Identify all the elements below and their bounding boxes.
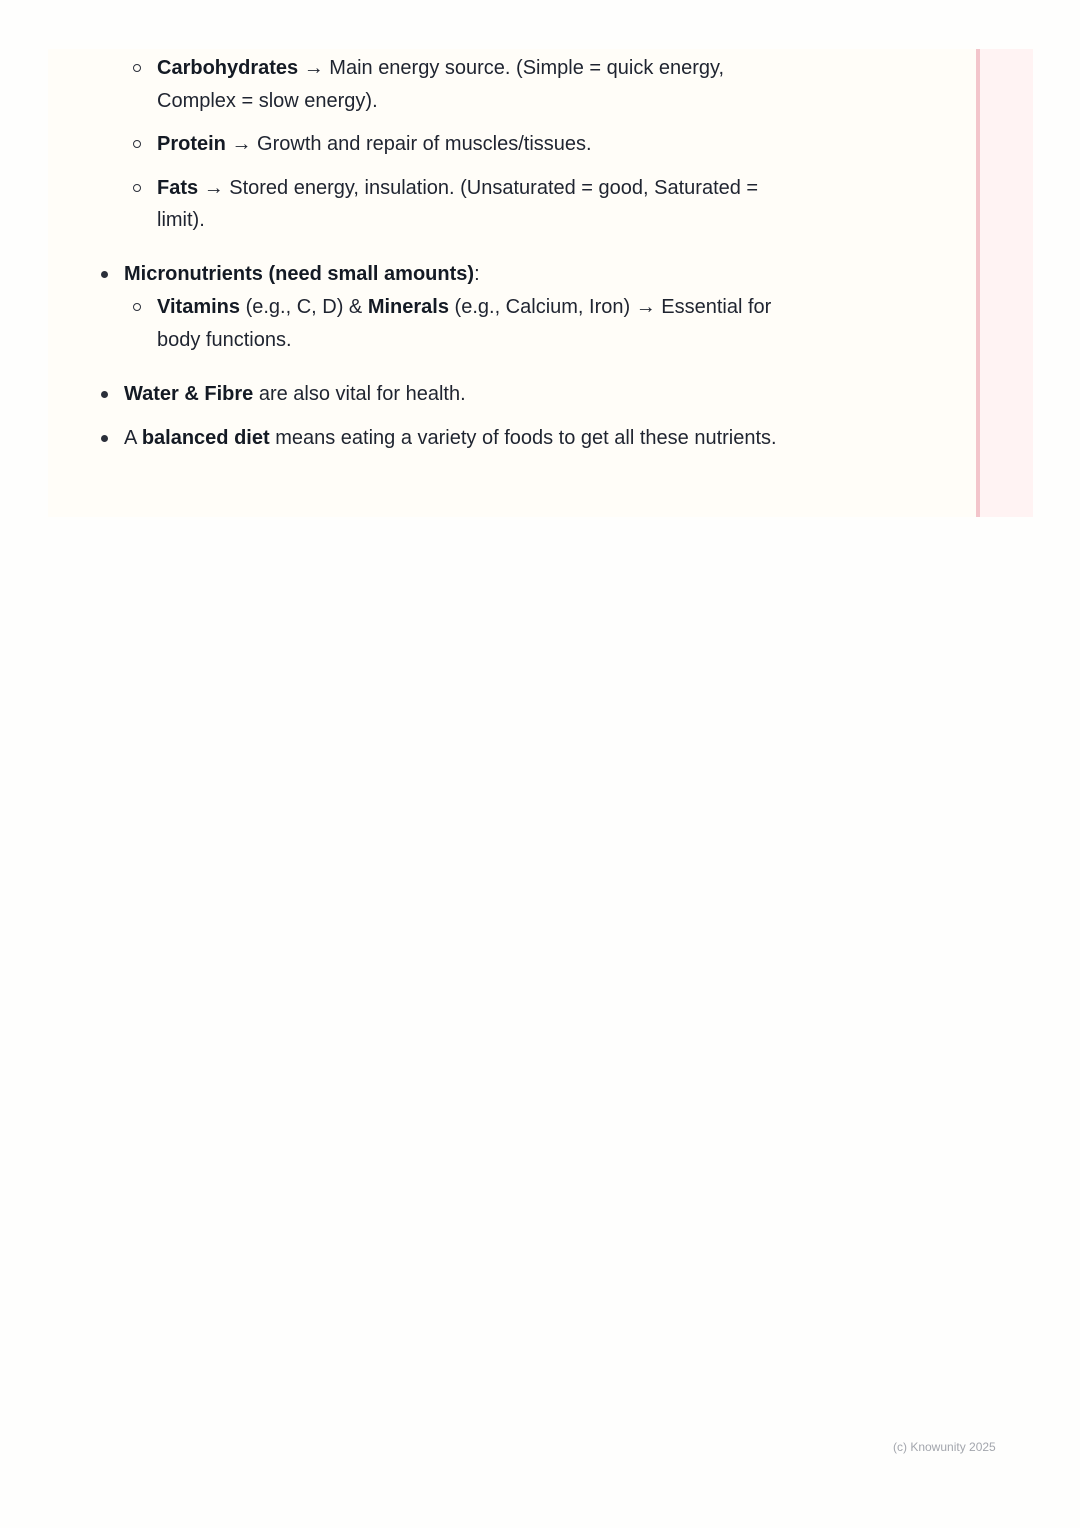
item-text: Growth and repair of muscles/tissues.: [257, 133, 592, 155]
list-item-carbohydrates: [157, 52, 724, 85]
hollow-bullet-icon: [133, 64, 141, 72]
hollow-bullet-icon: [133, 184, 141, 192]
term-water-fibre: Water & Fibre: [124, 383, 254, 405]
list-item-water-fibre: [124, 378, 466, 411]
list-item-fats: [157, 172, 758, 205]
hollow-bullet-icon: [133, 303, 141, 311]
item-text: A: [124, 427, 137, 449]
item-text: Essential for: [661, 296, 772, 318]
item-text: are also vital for health.: [258, 383, 466, 405]
notes-content: [48, 49, 1033, 517]
item-text: limit).: [157, 209, 205, 231]
arrow-icon: →: [231, 133, 252, 155]
arrow-icon: →: [303, 57, 324, 79]
list-item-vitamins-minerals-continued: [157, 324, 292, 357]
bullet-icon: [101, 435, 108, 442]
term-vitamins: Vitamins: [157, 296, 240, 318]
bullet-icon: [101, 391, 108, 398]
item-text: Stored energy, insulation. (Unsaturated = good, Saturated =: [229, 177, 759, 199]
list-item-vitamins-minerals: [157, 291, 771, 324]
term-micronutrients: Micronutrients (need small amounts): [124, 263, 475, 285]
item-text: means eating a variety of foods to get all these nutrients.: [275, 427, 777, 449]
item-text: Complex = slow energy).: [157, 90, 378, 112]
term-carbohydrates: Carbohydrates: [157, 57, 299, 79]
item-text: (e.g., C, D) &: [245, 296, 363, 318]
term-minerals: Minerals: [367, 296, 449, 318]
heading-colon: :: [474, 263, 480, 285]
list-item-protein: [157, 128, 592, 161]
bullet-icon: [101, 271, 108, 278]
list-item-fats-continued: [157, 204, 205, 237]
item-text: Main energy source. (Simple = quick energy,: [329, 57, 725, 79]
term-balanced-diet: balanced diet: [141, 427, 270, 449]
list-item-micronutrients: [124, 258, 480, 291]
hollow-bullet-icon: [133, 140, 141, 148]
arrow-icon: →: [635, 296, 656, 318]
term-fats: Fats: [157, 177, 199, 199]
copyright-footer: (c) Knowunity 2025: [893, 1440, 996, 1454]
term-protein: Protein: [157, 133, 226, 155]
notes-panel: [48, 49, 1033, 517]
item-text: body functions.: [157, 329, 292, 351]
list-item-balanced-diet: [124, 422, 777, 455]
item-text: (e.g., Calcium, Iron): [454, 296, 631, 318]
list-item-carbohydrates-continued: [157, 85, 378, 118]
arrow-icon: →: [203, 177, 224, 199]
